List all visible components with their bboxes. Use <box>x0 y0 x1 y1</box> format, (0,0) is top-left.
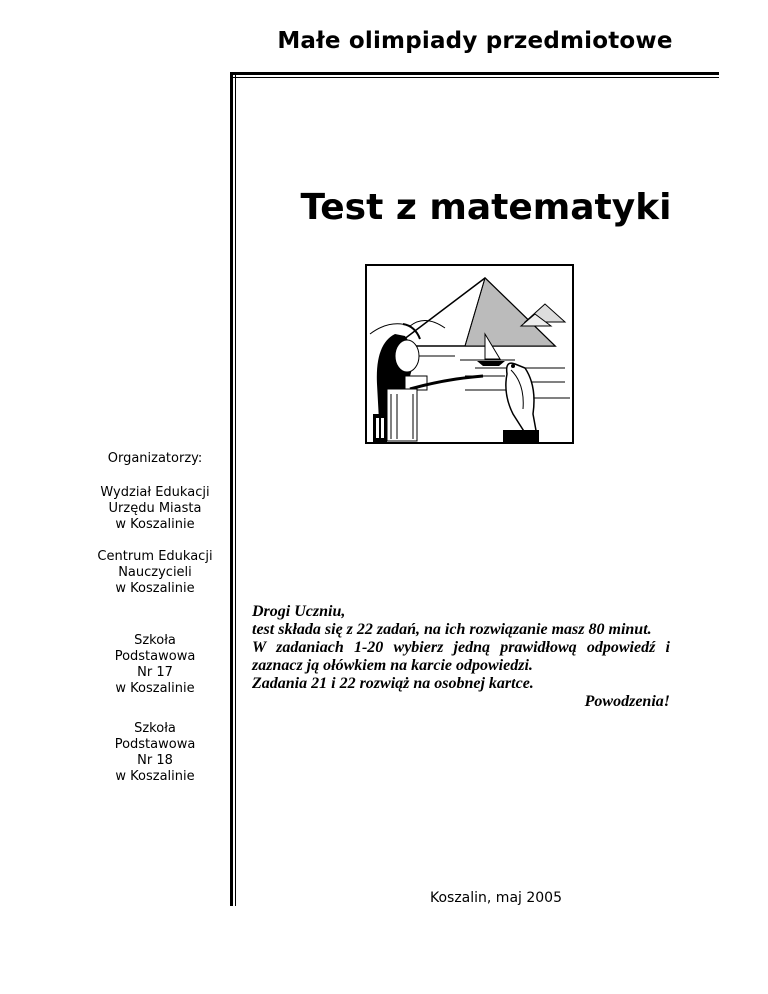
instructions-closing: Powodzenia! <box>584 693 670 710</box>
organizer-block <box>80 633 230 697</box>
organizer-line: Nauczycieli <box>118 565 192 580</box>
organizer-line: w Koszalinie <box>115 581 195 596</box>
organizer-line: Nr 17 <box>137 665 173 680</box>
organizer-line: Nr 18 <box>137 753 173 768</box>
organizer-line: Szkoła <box>134 721 176 736</box>
test-instructions <box>252 603 670 711</box>
test-title: Test z matematyki <box>300 187 672 228</box>
instructions-greeting: Drogi Uczniu, <box>252 603 346 620</box>
organizer-block <box>80 485 230 533</box>
organizer-line: Podstawowa <box>114 737 196 752</box>
organizer-line: w Koszalinie <box>115 681 195 696</box>
organizers-sidebar <box>80 451 230 801</box>
organizer-line: Urzędu Miasta <box>108 501 202 516</box>
instructions-line: test składa się z 22 zadań, na ich rozwiązanie masz 80 minut. <box>252 621 652 638</box>
instructions-line: W zadaniach 1-20 wybierz jedną prawidłową odpowiedź i zaznacz ją ołówkiem na karcie odpowiedzi. <box>252 639 670 674</box>
organizer-line: w Koszalinie <box>115 769 195 784</box>
organizer-line: Centrum Edukacji <box>97 549 213 564</box>
top-border-line-thin <box>230 77 719 78</box>
page-header-title: Małe olimpiady przedmiotowe <box>277 28 673 54</box>
organizer-line: Wydział Edukacji <box>100 485 210 500</box>
organizer-block <box>80 721 230 785</box>
egyptian-scene-illustration <box>365 264 574 444</box>
place-date-footer: Koszalin, maj 2005 <box>429 890 562 906</box>
organizers-heading: Organizatorzy: <box>107 451 203 466</box>
organizer-line: Szkoła <box>134 633 176 648</box>
organizer-line: w Koszalinie <box>115 517 195 532</box>
organizer-block <box>80 549 230 597</box>
organizer-line: Podstawowa <box>114 649 196 664</box>
instructions-line: Zadania 21 i 22 rozwiąż na osobnej kartce. <box>252 675 534 692</box>
top-border-line <box>230 72 719 75</box>
left-border-line <box>230 72 233 906</box>
